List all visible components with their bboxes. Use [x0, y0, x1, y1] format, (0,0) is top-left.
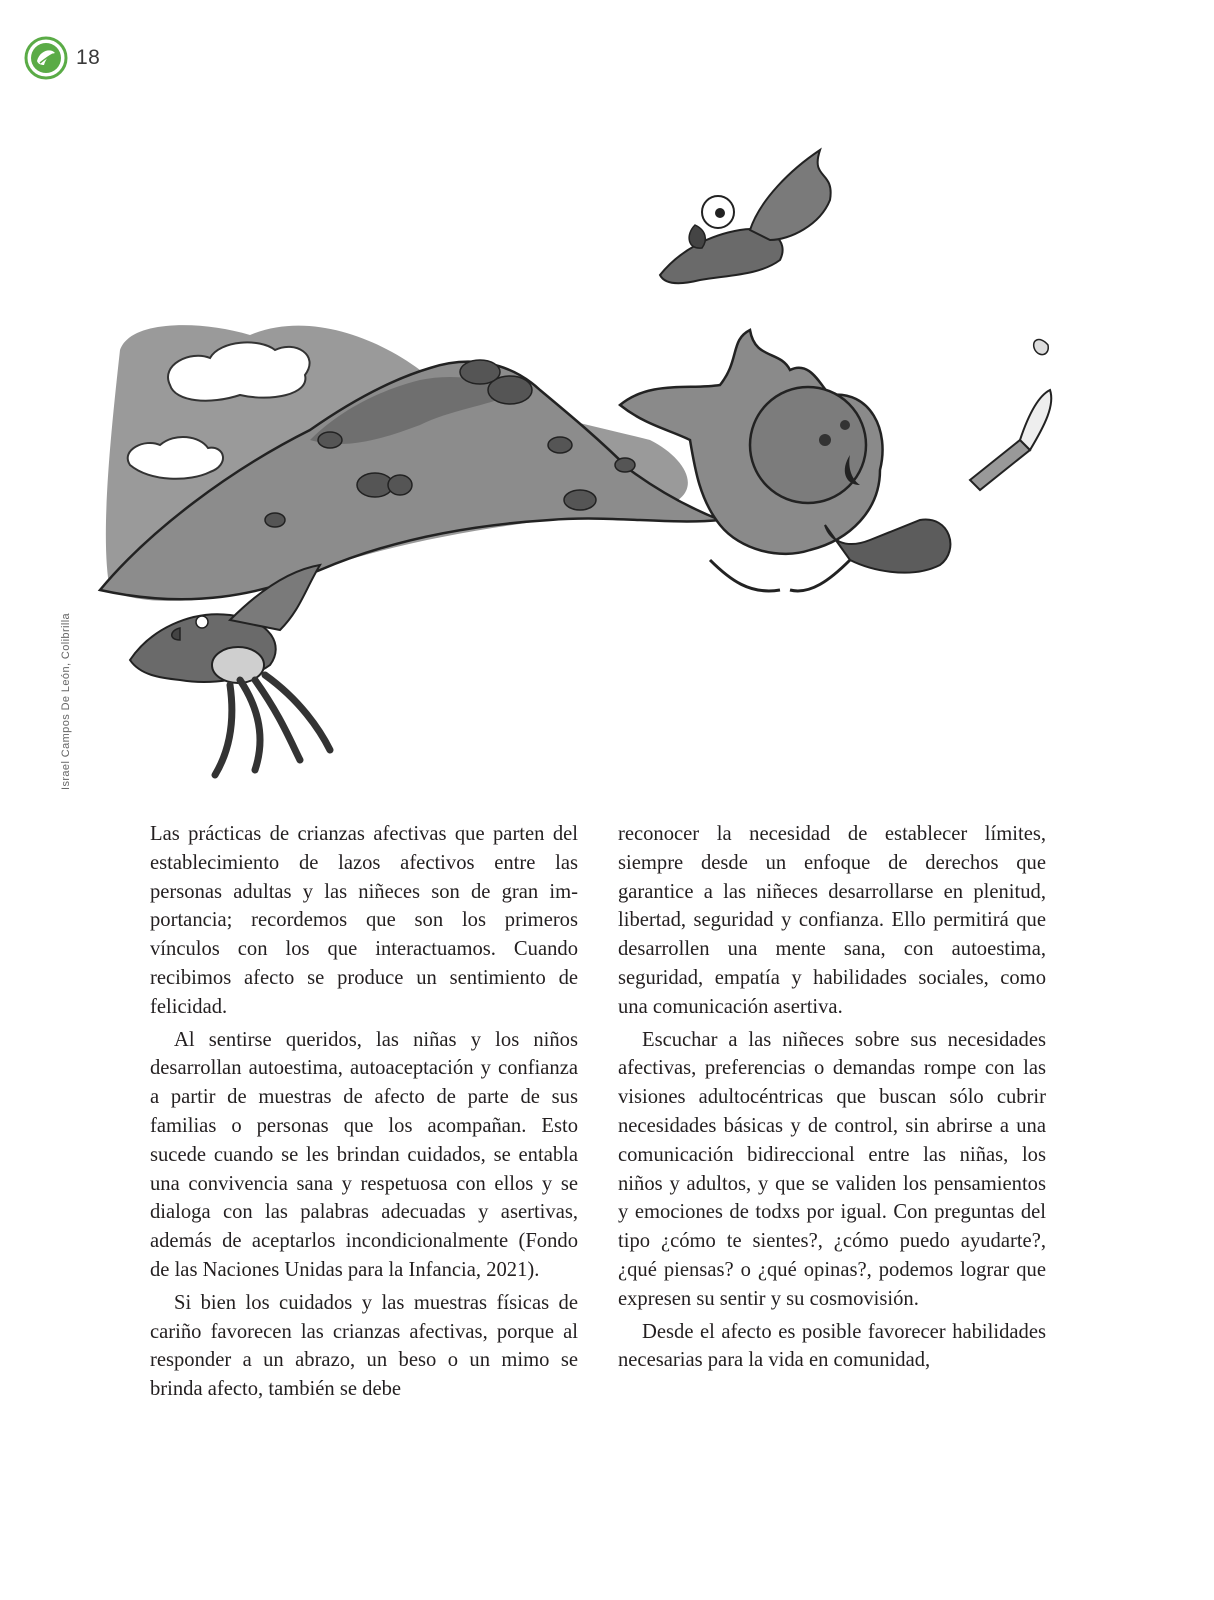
- paragraph: Al sentirse queridos, las niñas y los niños desarrollan autoestima, autoaceptación y confianza a partir de muestras de afecto de parte de sus familias o personas que los acompañan. Esto sucede cuando se les brindan cuidados, se entabla una convivencia sana y respetuosa con ellos y se dialoga con las palabras adecuadas y asertivas, además de aceptarlos incondicionalmente (Fondo de las Naciones Unidas para la Infancia, 2021).: [150, 1028, 578, 1281]
- page-header: [24, 36, 100, 80]
- right-column: [618, 820, 1046, 1375]
- paragraph: reconocer la necesidad de establecer límites, siempre desde un enfoque de derechos que garantice a las niñeces desarrollarse en plenitud, libertad, seguridad y confianza. Ello permitirá que desarrollen una mente sana, con autoestima, seguridad, empatía y habilidades sociales, como una comunicación asertiva.: [618, 823, 1046, 1018]
- paragraph: Escuchar a las niñeces sobre sus necesidades afectivas, preferencias o demandas rompe con las visiones adultocéntricas que buscan sólo cubrir necesidades básicas y de control, sin abrirse a una comunicación bidireccional entre las niñas, los niños y adultos, y que se validen los pensamientos y emociones de todxs por igual. Con preguntas del tipo ¿cómo te sientes?, ¿cómo puedo ayudarte?, ¿qué piensas? o ¿qué opinas?, podemos lograr que expresen su sentir y su cosmovisión.: [618, 1028, 1046, 1310]
- page-number: 18: [76, 46, 101, 69]
- illustration-credit: Israel Campos De León, Colibrilla: [60, 612, 72, 790]
- paragraph: Desde el afecto es posible favorecer habilidades necesarias para la vida en comunidad,: [618, 1320, 1046, 1372]
- paragraph: Las prácticas de crianzas afectivas que parten del establecimiento de lazos afectivos entre las personas adultas y las niñeces son de gran importancia; recordemos que son los primeros vínculos con los que interactuamos. Cuando recibimos afecto se produce un sentimiento de felicidad.: [150, 823, 578, 1018]
- paintbrush-icon: [970, 340, 1051, 490]
- paragraph: Si bien los cuidados y las muestras físicas de cariño favorecen las crianzas afectivas, porque al responder a un abrazo, un beso o un mimo se brinda afecto, también se debe: [150, 1291, 578, 1401]
- illustration: [90, 140, 1070, 800]
- leaf-circle-logo-icon: [24, 36, 68, 80]
- left-column: [150, 820, 578, 1404]
- bird-icon: [660, 150, 831, 283]
